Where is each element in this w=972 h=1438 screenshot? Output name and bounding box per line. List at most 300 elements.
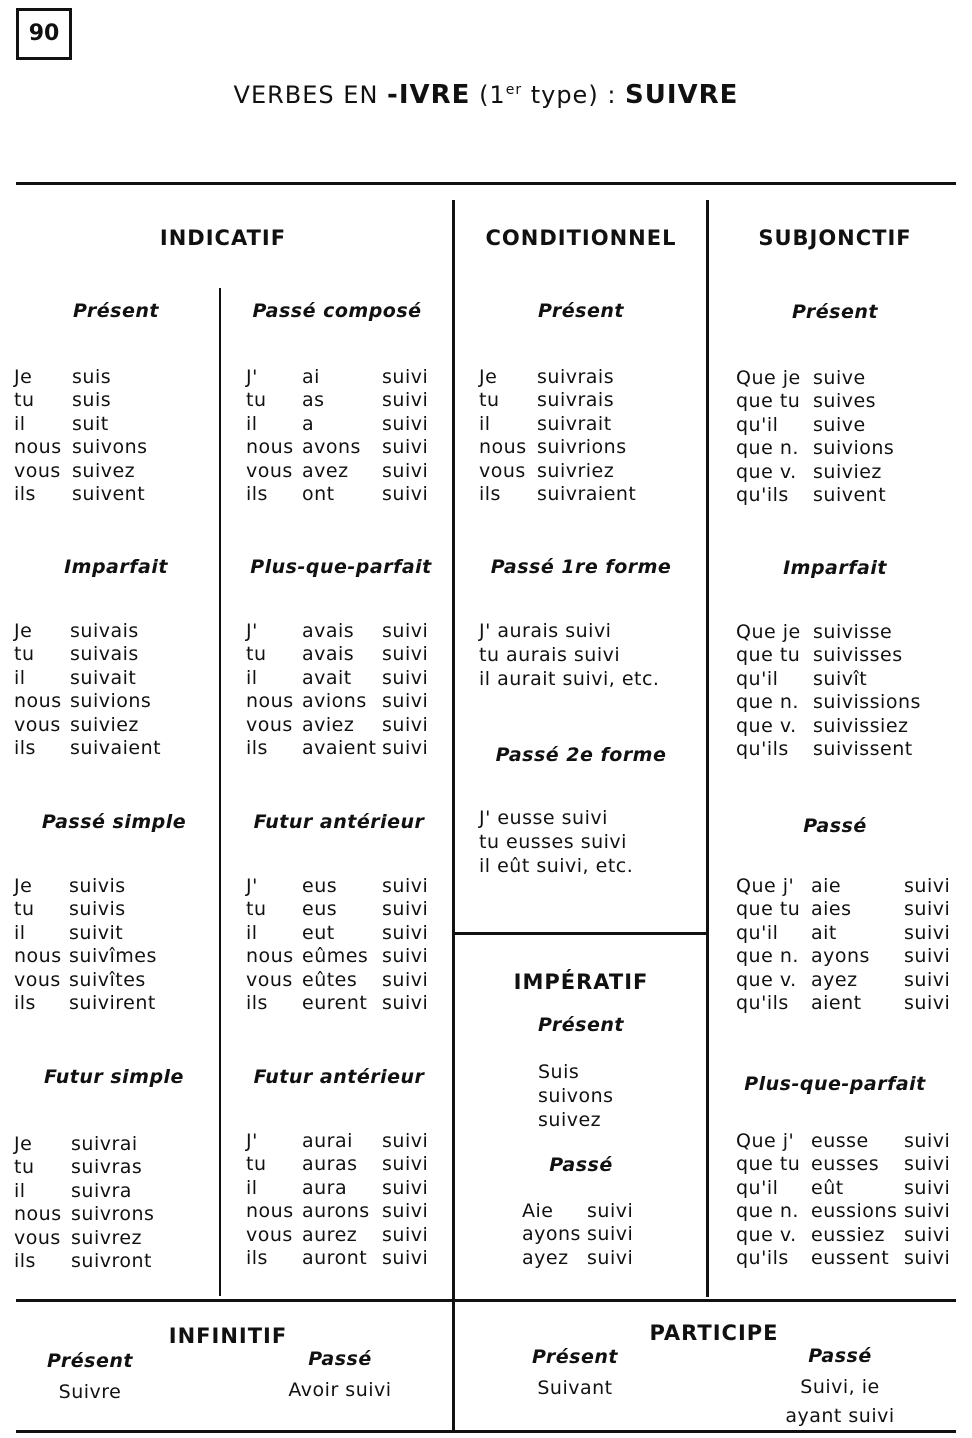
conj-row (736, 461, 960, 484)
auxiliary: auras (302, 1153, 358, 1176)
pronoun: ils (246, 1246, 268, 1269)
pronoun: ils (14, 736, 36, 759)
verb-form: suivez (72, 459, 136, 482)
participle: suivi (904, 991, 951, 1014)
conj-row (246, 690, 450, 713)
auxiliary: aurons (302, 1200, 370, 1223)
verb-form: suivirent (69, 991, 156, 1014)
conj-row (736, 1247, 960, 1270)
pronoun: ils (246, 991, 268, 1014)
pronoun: tu (14, 898, 35, 921)
pronoun: vous (14, 713, 61, 736)
verb-form: suivis (69, 898, 126, 921)
pronoun: il (246, 412, 258, 435)
conj-row: tu aurais suivi (479, 644, 621, 666)
conj-row (246, 483, 450, 506)
conj-row (14, 1156, 214, 1179)
page-number: 90 (16, 8, 72, 60)
conj-row: J' eusse suivi (479, 807, 608, 829)
conj-row (736, 691, 960, 714)
pronoun: Je (14, 875, 33, 897)
subjonctif-present-label: Présent (792, 301, 878, 323)
verb-form: suivait (70, 666, 137, 689)
conj-row (246, 1153, 450, 1176)
pronoun: nous (14, 436, 62, 459)
auxiliary: aura (302, 1176, 348, 1199)
auxiliary: ai (302, 366, 320, 388)
participle: suivi (382, 875, 429, 897)
participle: suivi (382, 459, 429, 482)
auxiliary: avais (302, 620, 355, 642)
participle: suivi (382, 968, 429, 991)
imperatif-present-label: Présent (538, 1014, 624, 1036)
conj-row (736, 1153, 960, 1176)
conj-row (246, 945, 450, 968)
conditionnel-passe-1-label: Passé 1re forme (490, 556, 672, 578)
pronoun: J' (246, 875, 258, 897)
pronoun: que n. (736, 1200, 799, 1223)
conditionnel-passe-2-rows (479, 806, 704, 878)
participle: suivi (382, 1246, 429, 1269)
conj-row (246, 898, 450, 921)
pronoun: Que je (736, 621, 801, 643)
pronoun: tu (14, 1156, 35, 1179)
verb-form: suivrais (537, 366, 615, 388)
pronoun: nous (479, 436, 527, 459)
conj-row: Suis (538, 1061, 580, 1083)
pronoun: nous (246, 436, 294, 459)
subjonctif-heading: SUBJONCTIF (758, 226, 912, 250)
subjonctif-plus-que-parfait-rows (736, 1130, 960, 1270)
pronoun: tu (246, 1153, 267, 1176)
imperatif-present-rows (538, 1060, 698, 1132)
conj-row (736, 390, 960, 413)
pronoun: que n. (736, 945, 799, 968)
verb-form: suivisses (813, 644, 903, 667)
participle: suivi (382, 366, 429, 388)
conj-row (246, 1200, 450, 1223)
pronoun: Je (14, 620, 33, 642)
pronoun: Je (14, 1133, 33, 1155)
auxiliary: eussiez (811, 1223, 885, 1246)
conditionnel-passe-1-rows (479, 619, 704, 691)
conj-row (14, 436, 214, 459)
pronoun: qu'ils (736, 991, 789, 1014)
conj-row (246, 1130, 450, 1153)
auxiliary: eûtes (302, 968, 358, 991)
conj-row (736, 644, 960, 667)
participle: suivi (382, 1223, 429, 1246)
participle: suivi (382, 713, 429, 736)
verb-form: suivent (72, 482, 146, 505)
pronoun: Je (479, 366, 498, 388)
pronoun: nous (246, 690, 294, 713)
participle: suivi (382, 1130, 429, 1152)
auxiliary: ayez (811, 968, 858, 991)
participle: suivi (382, 898, 429, 921)
title-type-open: (1 (479, 81, 506, 109)
participle: suivi (904, 1130, 951, 1152)
conj-row (736, 875, 960, 898)
auxiliary: ont (302, 482, 335, 505)
auxiliary: aurez (302, 1223, 358, 1246)
conj-row (246, 1247, 450, 1270)
pronoun: qu'il (736, 921, 779, 944)
verb-form: suis (72, 389, 112, 412)
conj-row (246, 620, 450, 643)
conditionnel-passe-2-label: Passé 2e forme (495, 744, 667, 766)
participle: suivi (382, 482, 429, 505)
auxiliary: avais (302, 643, 355, 666)
verb-form: suivis (69, 875, 126, 897)
conj-row (479, 413, 704, 436)
auxiliary: eus (302, 898, 338, 921)
verb-form: suivais (70, 643, 139, 666)
conditionnel-heading: CONDITIONNEL (485, 226, 677, 250)
verb-form: suiviez (813, 460, 882, 483)
participle: suivi (382, 389, 429, 412)
verb-form: suivra (71, 1179, 132, 1202)
conj-row (246, 667, 450, 690)
indicatif-futur-anterieur-2-rows (246, 1130, 450, 1270)
pronoun: il (14, 412, 26, 435)
auxiliary: Aie (522, 1200, 554, 1222)
verb-form: suivions (813, 437, 895, 460)
conditionnel-present-rows (479, 366, 704, 506)
conj-row: suivez (538, 1109, 602, 1131)
subjonctif-passe-label: Passé (803, 815, 867, 837)
conj-row (522, 1223, 702, 1246)
participe-passe-value-1: Suivi, ie (800, 1376, 880, 1398)
indicatif-plus-que-parfait-rows (246, 620, 450, 760)
indicatif-passe-simple-label: Passé simple (41, 811, 187, 833)
pronoun: que v. (736, 968, 797, 991)
auxiliary: ait (811, 921, 837, 944)
participle: suivi (382, 666, 429, 689)
participle: suivi (904, 1200, 951, 1223)
indicatif-passe-compose-rows (246, 366, 450, 506)
verb-form: suivîtes (69, 968, 146, 991)
pronoun: vous (14, 459, 61, 482)
pronoun: J' (246, 1130, 258, 1152)
participle: suivi (382, 991, 429, 1014)
pronoun: ils (14, 482, 36, 505)
verb-form: suivissions (813, 691, 921, 714)
verb-form: suivîmes (69, 945, 157, 968)
indicatif-futur-anterieur-1-rows (246, 875, 450, 1015)
subjonctif-plus-que-parfait-label: Plus-que-parfait (744, 1073, 926, 1095)
participle: suivi (587, 1200, 634, 1222)
conj-row (246, 1224, 450, 1247)
verb-form: suit (72, 412, 109, 435)
pronoun: qu'ils (736, 483, 789, 506)
auxiliary: aies (811, 898, 852, 921)
title-ending: -IVRE (387, 80, 471, 110)
auxiliary: avait (302, 666, 352, 689)
participle: suivi (904, 945, 951, 968)
pronoun: vous (246, 968, 293, 991)
pronoun: tu (246, 898, 267, 921)
pronoun: J' (246, 620, 258, 642)
auxiliary: eussions (811, 1200, 898, 1223)
participe-present-value: Suivant (537, 1377, 613, 1399)
verb-form: suivais (70, 620, 139, 642)
conj-row (14, 413, 214, 436)
bottom-rule (16, 1430, 956, 1433)
conj-row (14, 992, 214, 1015)
auxiliary: eurent (302, 991, 368, 1014)
participle: suivi (382, 736, 429, 759)
conj-row (14, 714, 214, 737)
bottom-section-rule (16, 1299, 956, 1302)
conj-row (736, 992, 960, 1015)
pronoun: tu (14, 389, 35, 412)
auxiliary: aie (811, 875, 842, 897)
pronoun: vous (14, 1226, 61, 1249)
participle: suivi (587, 1246, 634, 1269)
conj-row (14, 922, 214, 945)
conditionnel-present-label: Présent (538, 300, 624, 322)
indicatif-imparfait-rows (14, 620, 214, 760)
conj-row (479, 389, 704, 412)
verb-form: suivraient (537, 482, 637, 505)
verb-form: suive (813, 413, 866, 436)
pronoun: il (14, 1179, 26, 1202)
indicatif-futur-simple-label: Futur simple (44, 1066, 184, 1088)
pronoun: qu'ils (736, 1246, 789, 1269)
title-verb: SUIVRE (625, 80, 739, 110)
pronoun: que tu (736, 1153, 801, 1176)
participle: suivi (587, 1223, 634, 1246)
conj-row (736, 484, 960, 507)
subjonctif-passe-rows (736, 875, 960, 1015)
auxiliary: aient (811, 991, 862, 1014)
indicatif-heading: INDICATIF (159, 226, 287, 250)
indicatif-present-rows (14, 366, 214, 506)
participle: suivi (904, 1153, 951, 1176)
pronoun: que v. (736, 460, 797, 483)
indicatif-futur-simple-rows (14, 1133, 214, 1273)
pronoun: Que j' (736, 1130, 795, 1152)
divider-conditionnel-imperatif (455, 932, 706, 935)
pronoun: tu (14, 643, 35, 666)
conj-row (736, 1130, 960, 1153)
participle: suivi (904, 921, 951, 944)
conj-row (479, 366, 704, 389)
auxiliary: avaient (302, 736, 377, 759)
pronoun: qu'ils (736, 737, 789, 760)
pronoun: vous (246, 713, 293, 736)
divider-conditionnel-subjonctif (706, 200, 709, 1297)
verb-form: suivissent (813, 737, 913, 760)
conj-row (246, 366, 450, 389)
auxiliary: a (302, 412, 315, 435)
auxiliary: as (302, 389, 325, 412)
auxiliary: eut (302, 921, 335, 944)
conj-row (14, 1133, 214, 1156)
conj-row (479, 436, 704, 459)
conj-row (246, 714, 450, 737)
participle: suivi (382, 1153, 429, 1176)
subjonctif-imparfait-rows (736, 621, 960, 761)
pronoun: ils (479, 482, 501, 505)
pronoun: nous (246, 1200, 294, 1223)
verb-form: suive (813, 367, 866, 389)
participle: suivi (904, 1176, 951, 1199)
pronoun: Que je (736, 367, 801, 389)
verb-form: suivent (813, 483, 887, 506)
participe-passe-value-2: ayant suivi (785, 1405, 895, 1427)
auxiliary: aviez (302, 713, 355, 736)
infinitif-present-value: Suivre (58, 1381, 122, 1403)
auxiliary: eusse (811, 1130, 869, 1152)
conj-row: suivons (538, 1085, 614, 1107)
imperatif-passe-label: Passé (549, 1154, 613, 1176)
auxiliary: eusses (811, 1153, 880, 1176)
conj-row (736, 898, 960, 921)
pronoun: que v. (736, 1223, 797, 1246)
conj-row (736, 668, 960, 691)
indicatif-passe-simple-rows (14, 875, 214, 1015)
conj-row (736, 922, 960, 945)
pronoun: vous (246, 459, 293, 482)
pronoun: que tu (736, 390, 801, 413)
conj-row: il eût suivi, etc. (479, 855, 634, 877)
conj-row (246, 1177, 450, 1200)
conj-row (736, 1177, 960, 1200)
conj-row (14, 460, 214, 483)
auxiliary: avez (302, 459, 349, 482)
auxiliary: avions (302, 690, 367, 713)
participle: suivi (382, 690, 429, 713)
imperatif-heading: IMPÉRATIF (513, 970, 649, 994)
pronoun: nous (14, 690, 62, 713)
auxiliary: eûmes (302, 945, 369, 968)
pronoun: nous (14, 1203, 62, 1226)
pronoun: nous (14, 945, 62, 968)
conj-row (736, 367, 960, 390)
pronoun: qu'il (736, 667, 779, 690)
verb-form: suivrons (71, 1203, 155, 1226)
conj-row: il aurait suivi, etc. (479, 668, 660, 690)
title-type-sup: er (505, 82, 523, 98)
participle: suivi (382, 1200, 429, 1223)
conj-row (479, 460, 704, 483)
verb-form: suivrait (537, 412, 612, 435)
verb-form: suivions (70, 690, 152, 713)
verb-form: suivras (71, 1156, 143, 1179)
title-type-close: type) : (522, 81, 626, 109)
pronoun: ils (246, 482, 268, 505)
verb-form: suivrions (537, 436, 627, 459)
auxiliary: ayons (811, 945, 870, 968)
pronoun: tu (246, 643, 267, 666)
conj-row (14, 875, 214, 898)
auxiliary: eus (302, 875, 338, 897)
participle: suivi (382, 643, 429, 666)
conj-row (14, 389, 214, 412)
indicatif-futur-anterieur-2-label: Futur antérieur (253, 1066, 425, 1088)
indicatif-imparfait-label: Imparfait (64, 556, 168, 578)
pronoun: Je (14, 366, 33, 388)
verb-form: suivît (813, 667, 868, 690)
pronoun: Que j' (736, 875, 795, 897)
conj-row (522, 1200, 702, 1223)
conj-row (736, 437, 960, 460)
participe-heading: PARTICIPE (649, 1321, 779, 1345)
conj-row (246, 922, 450, 945)
participle: suivi (382, 412, 429, 435)
auxiliary: eussent (811, 1246, 890, 1269)
conj-row (736, 1224, 960, 1247)
participle: suivi (904, 875, 951, 897)
auxiliary: ayons (522, 1223, 581, 1246)
pronoun: il (14, 921, 26, 944)
page-title (0, 80, 972, 110)
conj-row: tu eusses suivi (479, 831, 627, 853)
conj-row (14, 969, 214, 992)
verb-form: suivront (71, 1249, 152, 1272)
verb-form: suivrez (71, 1226, 143, 1249)
infinitif-present-label: Présent (47, 1350, 133, 1372)
participe-passe-label: Passé (808, 1345, 872, 1367)
conj-row (246, 460, 450, 483)
pronoun: tu (246, 389, 267, 412)
pronoun: nous (246, 945, 294, 968)
pronoun: il (246, 666, 258, 689)
participle: suivi (382, 921, 429, 944)
conj-row (736, 621, 960, 644)
divider-indicatif-conditionnel (452, 200, 455, 1433)
conj-row (246, 436, 450, 459)
indicatif-futur-anterieur-1-label: Futur antérieur (253, 811, 425, 833)
subjonctif-present-rows (736, 367, 960, 507)
pronoun: ils (14, 1249, 36, 1272)
verb-form: suis (72, 366, 112, 388)
pronoun: que v. (736, 714, 797, 737)
verb-form: suivrais (537, 389, 615, 412)
divider-indicatif-columns (219, 288, 221, 1296)
conj-row (14, 690, 214, 713)
conj-row (479, 483, 704, 506)
conj-row (14, 483, 214, 506)
participle: suivi (382, 436, 429, 459)
pronoun: vous (14, 968, 61, 991)
top-rule (16, 182, 956, 185)
pronoun: que tu (736, 644, 801, 667)
conj-row (14, 366, 214, 389)
conj-row (14, 643, 214, 666)
participe-present-label: Présent (532, 1346, 618, 1368)
conj-row (14, 620, 214, 643)
auxiliary: ayez (522, 1246, 569, 1269)
conj-row (14, 898, 214, 921)
verb-form: suivisse (813, 621, 893, 643)
verb-form: suives (813, 390, 877, 413)
conj-row (246, 737, 450, 760)
pronoun: qu'il (736, 413, 779, 436)
participle: suivi (382, 945, 429, 968)
pronoun: qu'il (736, 1176, 779, 1199)
pronoun: il (14, 666, 26, 689)
conj-row (246, 643, 450, 666)
conj-row (14, 1180, 214, 1203)
pronoun: il (246, 1176, 258, 1199)
conj-row (14, 667, 214, 690)
participle: suivi (382, 620, 429, 642)
indicatif-plus-que-parfait-label: Plus-que-parfait (250, 556, 432, 578)
conj-row (736, 945, 960, 968)
